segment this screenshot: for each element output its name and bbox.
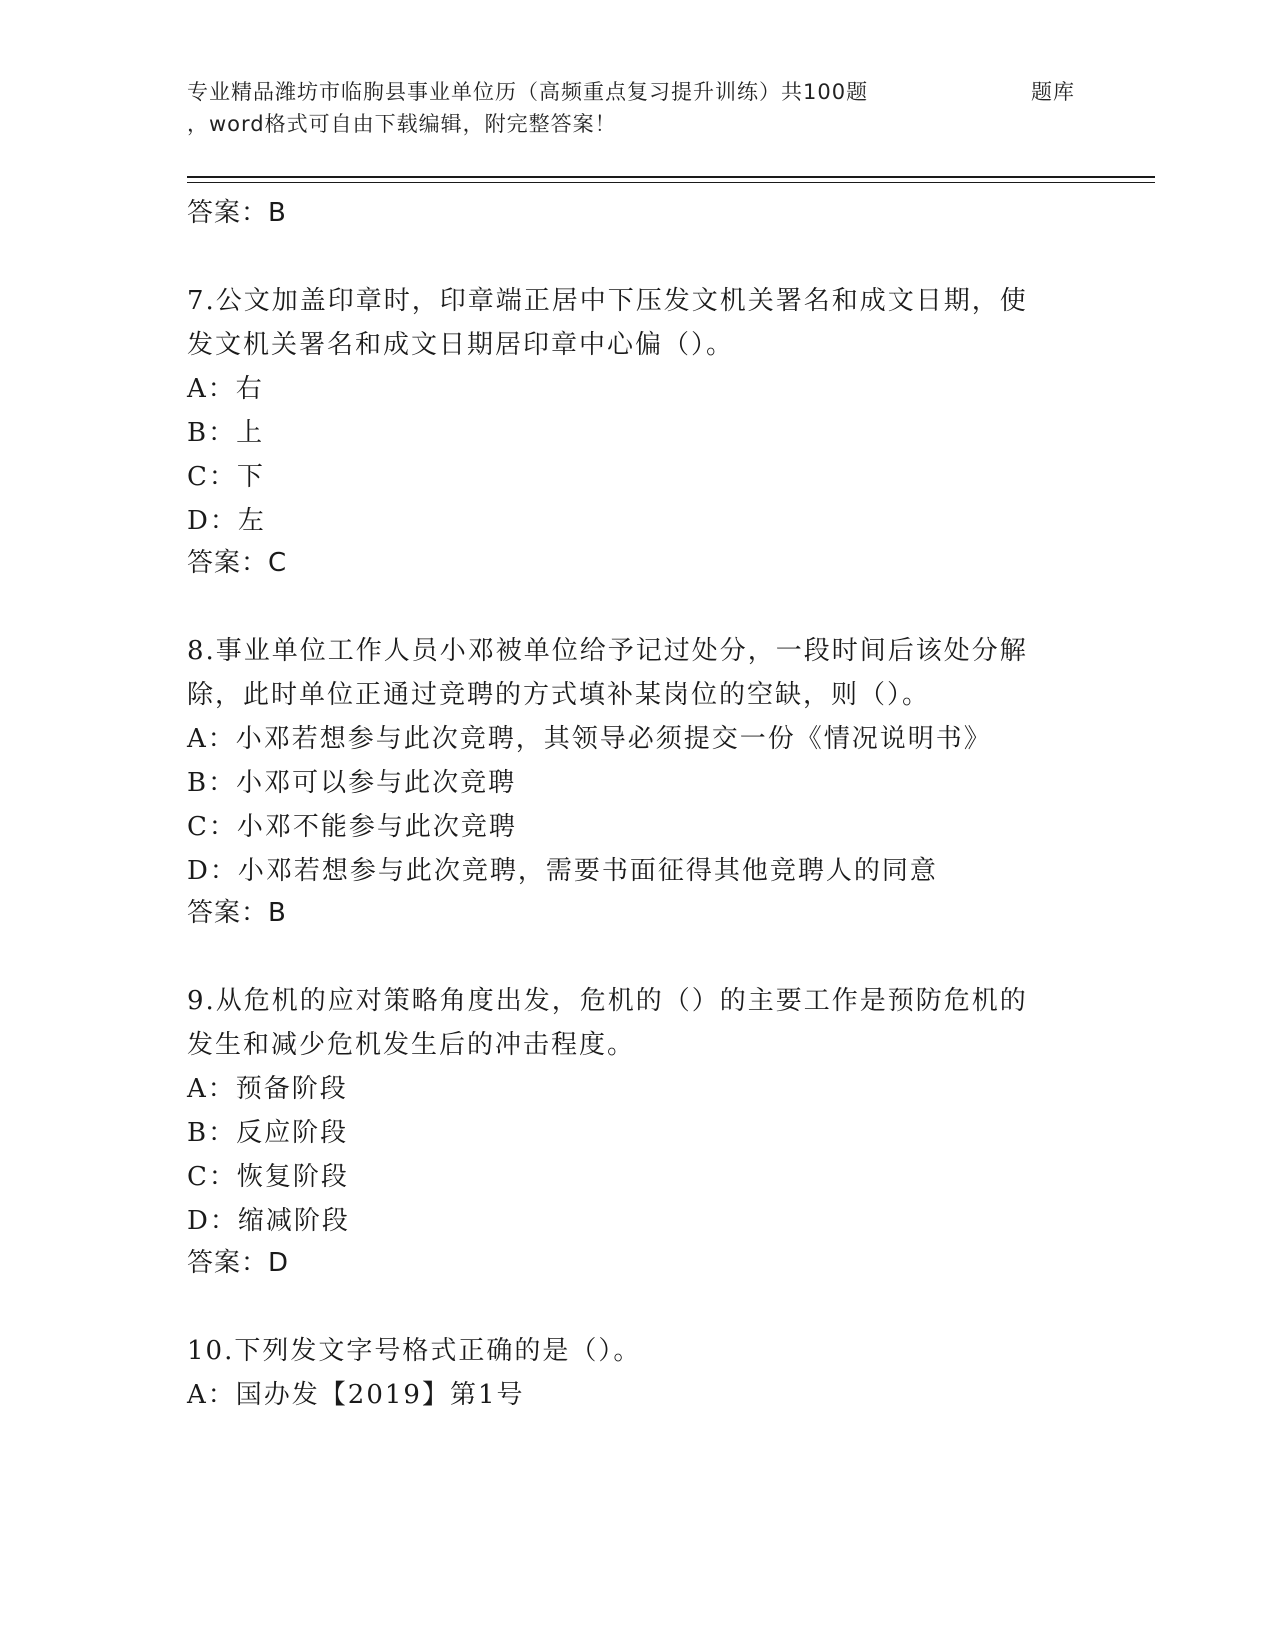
answer: 答案：D — [187, 1248, 290, 1278]
option-b: B：上 — [187, 418, 265, 448]
answer-q6: 答案：B — [187, 198, 287, 228]
option-c: C：小邓不能参与此次竞聘 — [187, 812, 517, 842]
question-stem-line1: 9.从危机的应对策略角度出发，危机的（）的主要工作是预防危机的 — [187, 986, 1028, 1016]
option-a: A：预备阶段 — [187, 1074, 348, 1104]
question-stem-line1: 8.事业单位工作人员小邓被单位给予记过处分，一段时间后该处分解 — [187, 636, 1028, 666]
option-c: C：下 — [187, 462, 265, 492]
option-c: C：恢复阶段 — [187, 1162, 349, 1192]
header-rule-thin — [187, 182, 1155, 183]
answer: 答案：C — [187, 548, 288, 578]
question-stem-line2: 发文机关署名和成文日期居印章中心偏（）。 — [187, 330, 735, 360]
option-d: D：左 — [187, 506, 266, 536]
option-a: A：小邓若想参与此次竞聘，其领导必须提交一份《情况说明书》 — [187, 724, 992, 754]
option-a: A：右 — [187, 374, 264, 404]
answer: 答案：B — [187, 898, 287, 928]
question-stem-line2: 发生和减少危机发生后的冲击程度。 — [187, 1030, 636, 1060]
option-b: B：反应阶段 — [187, 1118, 349, 1148]
option-d: D：缩减阶段 — [187, 1206, 350, 1236]
header-title-right: 题库 — [1031, 80, 1075, 104]
option-a: A：国办发【2019】第1号 — [187, 1380, 525, 1410]
header-rule-thick — [187, 176, 1155, 178]
question-stem-line1: 10.下列发文字号格式正确的是（）。 — [187, 1336, 642, 1366]
question-stem-line2: 除，此时单位正通过竞聘的方式填补某岗位的空缺，则（）。 — [187, 680, 931, 710]
header-title-line1: 专业精品潍坊市临朐县事业单位历（高频重点复习提升训练）共100题 — [187, 80, 869, 104]
question-stem-line1: 7.公文加盖印章时，印章端正居中下压发文机关署名和成文日期，使 — [187, 286, 1028, 316]
option-d: D：小邓若想参与此次竞聘，需要书面征得其他竞聘人的同意 — [187, 856, 938, 886]
option-b: B：小邓可以参与此次竞聘 — [187, 768, 517, 798]
header-title-line2: ，word格式可自由下载编辑，附完整答案！ — [187, 112, 617, 136]
